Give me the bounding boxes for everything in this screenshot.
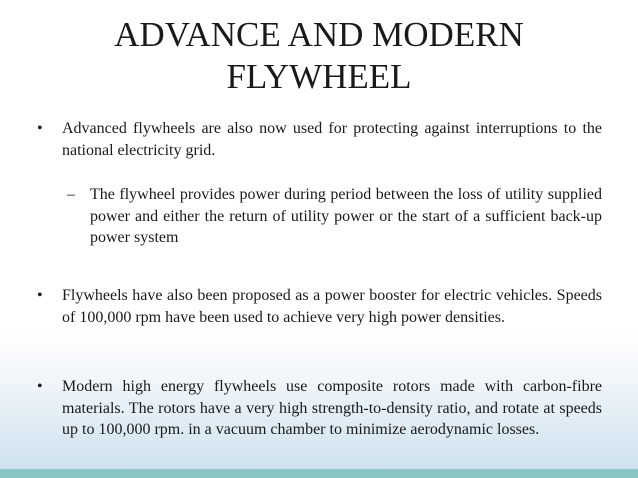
slide-title-line-2: FLYWHEEL <box>226 57 412 96</box>
bullet-electric-vehicles: Flywheels have also been proposed as a power booster for electric vehicles. Speeds of 100,000 rpm have been used to achieve very high power densities. <box>62 287 602 326</box>
bullet-marker: • <box>37 120 43 137</box>
bullet-marker: • <box>37 378 43 395</box>
sub-bullet-marker: – <box>67 186 75 203</box>
bullet-composite-rotors: Modern high energy flywheels use composite rotors made with carbon-fibre materials. The rotors have a very high strength-to-density ratio, and rotate at speeds up to 100,000 rpm. in a vacuum chamber to minimize aerodynamic losses. <box>62 378 602 438</box>
bottom-accent-band <box>0 469 638 478</box>
bullet-marker: • <box>37 287 43 304</box>
sub-bullet-utility-power: The flywheel provides power during period between the loss of utility supplied power and either the return of utility power or the start of a sufficient back-up power system <box>90 186 602 246</box>
bullet-grid-protection: Advanced flywheels are also now used for protecting against interruptions to the national electricity grid. <box>62 120 602 159</box>
slide-title <box>0 14 638 98</box>
slide-title-line-1: ADVANCE AND MODERN <box>114 15 524 54</box>
